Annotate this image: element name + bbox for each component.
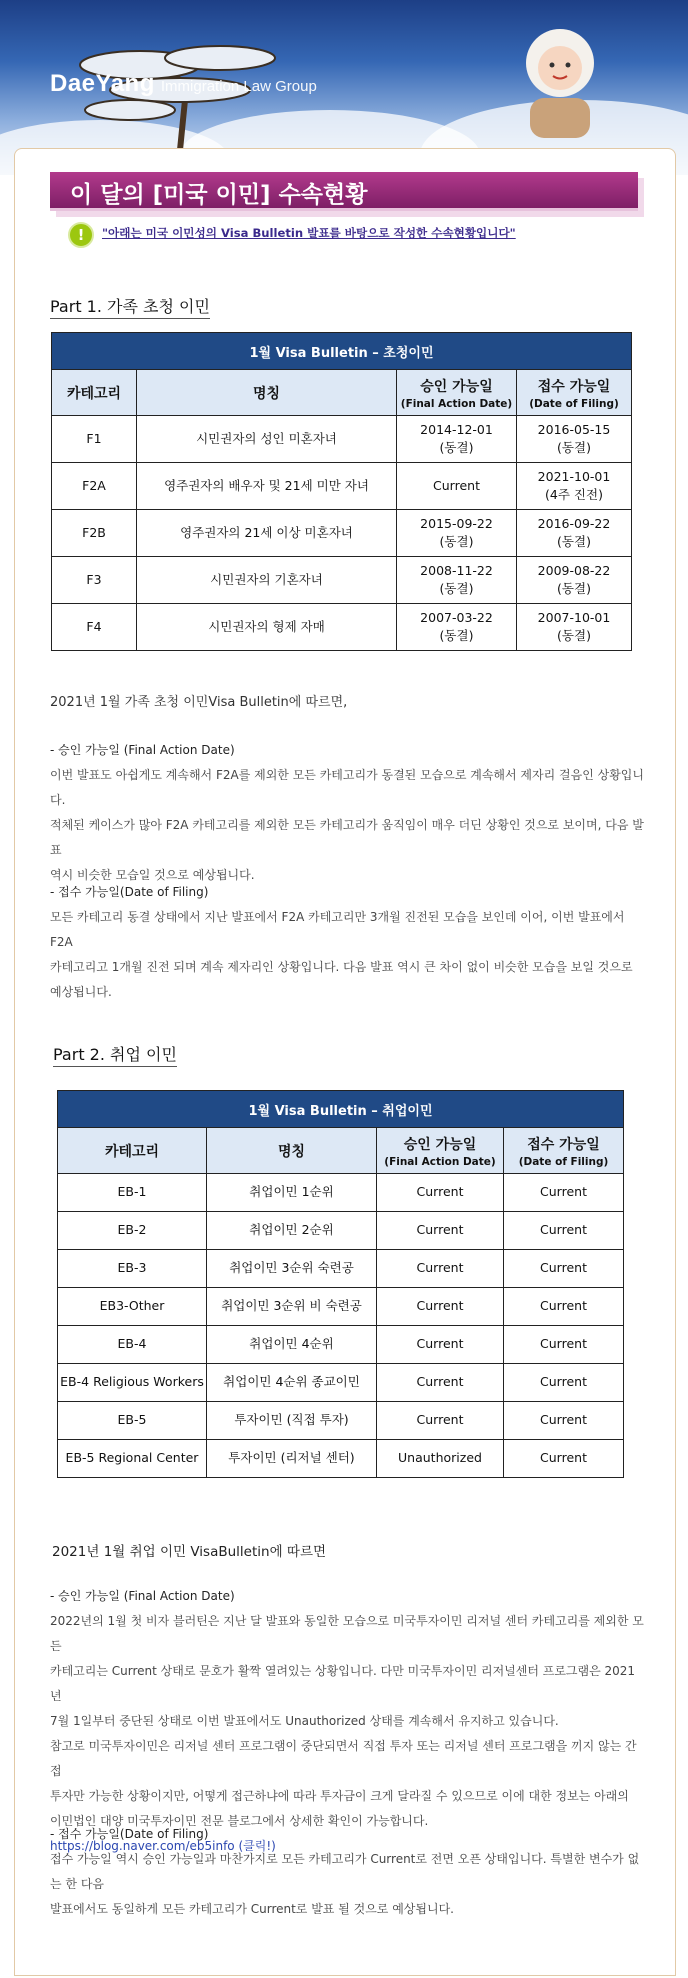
part2-summary: 2021년 1월 취업 이민 VisaBulletin에 따르면 — [52, 1544, 327, 1560]
column-header-name: 명칭 — [207, 1128, 377, 1174]
column-header-filing — [504, 1128, 624, 1174]
filing-note: (4주 진전) — [545, 487, 603, 502]
filing-date: 2016-09-22 — [537, 515, 611, 531]
column-header-final-action — [377, 1128, 504, 1174]
final-note: (동결) — [439, 440, 474, 455]
name-cell: 취업이민 3순위 숙련공 — [207, 1250, 377, 1288]
column-header-final-action — [397, 370, 517, 416]
filing-cell — [517, 463, 632, 510]
final-cell: Current — [377, 1250, 504, 1288]
final-cell — [397, 557, 517, 604]
filing-cell: Current — [504, 1250, 624, 1288]
part2-final-section — [50, 1584, 644, 1859]
name-cell: 영주권자의 배우자 및 21세 미만 자녀 — [137, 463, 397, 510]
filing-cell: Current — [504, 1174, 624, 1212]
paragraph-line: 접수 가능일 역시 승인 가능일과 마찬가지로 모든 카테고리가 Current로 전면 오픈 상태입니다. 특별한 변수가 없는 한 다음 — [50, 1852, 640, 1891]
section-heading: - 승인 가능일 (Final Action Date) — [50, 1589, 235, 1603]
name-cell: 취업이민 4순위 — [207, 1326, 377, 1364]
name-cell: 취업이민 1순위 — [207, 1174, 377, 1212]
column-header-filing — [517, 370, 632, 416]
final-cell: Current — [377, 1288, 504, 1326]
category-cell: F2A — [52, 463, 137, 510]
name-cell: 영주권자의 21세 이상 미혼자녀 — [137, 510, 397, 557]
paragraph-line: 2022년의 1월 첫 비자 블러틴은 지난 달 발표와 동일한 모습으로 미국투자이민 리저널 센터 카테고리를 제외한 모든 — [50, 1614, 644, 1653]
category-cell: F2B — [52, 510, 137, 557]
table-row — [58, 1212, 624, 1250]
table-caption: 1월 Visa Bulletin – 초청이민 — [52, 333, 632, 370]
filing-date: 2016-05-15 — [537, 421, 611, 437]
column-header-final-label: 승인 가능일 — [403, 1136, 477, 1153]
final-cell: Current — [377, 1402, 504, 1440]
filing-cell: Current — [504, 1326, 624, 1364]
name-cell: 투자이민 (리저널 센터) — [207, 1440, 377, 1478]
name-cell: 시민권자의 형제 자매 — [137, 604, 397, 651]
final-cell: Current — [377, 1364, 504, 1402]
table-caption: 1월 Visa Bulletin – 취업이민 — [58, 1091, 624, 1128]
column-header-category: 카테고리 — [58, 1128, 207, 1174]
part1-final-section — [50, 738, 644, 888]
name-cell: 시민권자의 성인 미혼자녀 — [137, 416, 397, 463]
final-date: Current — [433, 477, 480, 493]
category-cell: EB3-Other — [58, 1288, 207, 1326]
section-heading: - 접수 가능일(Date of Filing) — [50, 885, 209, 899]
filing-cell — [517, 510, 632, 557]
table-row — [52, 463, 632, 510]
table-row — [58, 1326, 624, 1364]
table-row — [58, 1174, 624, 1212]
table-row — [58, 1250, 624, 1288]
final-note: (동결) — [439, 534, 474, 549]
filing-cell: Current — [504, 1364, 624, 1402]
name-cell: 취업이민 2순위 — [207, 1212, 377, 1250]
column-header-category: 카테고리 — [52, 370, 137, 416]
category-cell: EB-4 — [58, 1326, 207, 1364]
final-note: (동결) — [439, 628, 474, 643]
employment-visa-table — [57, 1090, 624, 1478]
category-cell: EB-1 — [58, 1174, 207, 1212]
paragraph-line: 7월 1일부터 중단된 상태로 이번 발표에서도 Unauthorized 상태를 계속해서 유지하고 있습니다. — [50, 1714, 559, 1728]
table-row — [52, 416, 632, 463]
category-cell: EB-3 — [58, 1250, 207, 1288]
final-cell: Current — [377, 1326, 504, 1364]
final-date: 2007-03-22 — [420, 609, 493, 625]
page-title-bar — [50, 172, 638, 211]
final-cell — [397, 510, 517, 557]
category-cell: EB-5 — [58, 1402, 207, 1440]
table-row — [58, 1440, 624, 1478]
table-row — [58, 1288, 624, 1326]
exclamation-icon: ! — [68, 222, 94, 248]
brand-name: DaeYang — [50, 70, 155, 97]
final-cell — [397, 463, 517, 510]
filing-cell — [517, 557, 632, 604]
filing-note: (동결) — [557, 440, 591, 455]
name-cell: 시민권자의 기혼자녀 — [137, 557, 397, 604]
paragraph-line: 참고로 미국투자이민은 리저널 센터 프로그램이 중단되면서 직접 투자 또는 리저널 센터 프로그램을 끼지 않는 간접 — [50, 1739, 637, 1778]
filing-note: (동결) — [557, 628, 591, 643]
category-cell: F4 — [52, 604, 137, 651]
filing-cell: Current — [504, 1212, 624, 1250]
filing-note: (동결) — [557, 581, 591, 596]
blog-link[interactable]: https://blog.naver.com/eb5info (클릭!) — [50, 1839, 276, 1853]
paragraph-line: 모든 카테고리 동결 상태에서 지난 발표에서 F2A 카테고리만 3개월 진전된 모습을 보인데 이어, 이번 발표에서 F2A — [50, 910, 625, 949]
filing-cell: Current — [504, 1440, 624, 1478]
brand-tagline: Immigration Law Group — [160, 78, 317, 95]
part1-filing-section — [50, 880, 644, 1005]
part1-summary: 2021년 1월 가족 초청 이민Visa Bulletin에 따르면, — [50, 695, 348, 710]
final-cell — [397, 416, 517, 463]
part1-heading: Part 1. 가족 초청 이민 — [50, 294, 210, 319]
final-date: 2014-12-01 — [420, 421, 493, 437]
category-cell: F1 — [52, 416, 137, 463]
paragraph-line: 적체된 케이스가 많아 F2A 카테고리를 제외한 모든 카테고리가 움직임이 매우 더딘 상황인 것으로 보이며, 다음 발표 — [50, 818, 644, 857]
filing-cell — [517, 604, 632, 651]
table-row — [52, 510, 632, 557]
paragraph-line: 이민법인 대양 미국투자이민 전문 블로그에서 상세한 확인이 가능합니다. — [50, 1814, 429, 1828]
column-header-filing-label: 접수 가능일 — [527, 1136, 600, 1153]
table-row — [52, 557, 632, 604]
table-row — [58, 1402, 624, 1440]
filing-date: 2021-10-01 — [537, 468, 611, 484]
page-title: 이 달의 [미국 이민] 수속현황 — [70, 182, 368, 208]
column-header-name: 명칭 — [137, 370, 397, 416]
category-cell: EB-5 Regional Center — [58, 1440, 207, 1478]
name-cell: 취업이민 4순위 종교이민 — [207, 1364, 377, 1402]
table-row — [52, 604, 632, 651]
column-header-final-label: 승인 가능일 — [420, 378, 493, 395]
paragraph-line: 이번 발표도 아쉽게도 계속해서 F2A를 제외한 모든 카테고리가 동결된 모습으로 계속해서 제자리 걸음인 상황입니다. — [50, 768, 644, 807]
final-cell — [397, 604, 517, 651]
paragraph-line: 카테고리고 1개월 진전 되며 계속 제자리인 상황입니다. 다음 발표 역시 큰 차이 없이 비슷한 모습을 보일 것으로 — [50, 960, 633, 974]
final-cell: Current — [377, 1212, 504, 1250]
section-heading: - 접수 가능일(Date of Filing) — [50, 1827, 209, 1841]
category-cell: F3 — [52, 557, 137, 604]
paragraph-line: 역시 비슷한 모습일 것으로 예상됩니다. — [50, 868, 255, 882]
filing-date: 2009-08-22 — [537, 562, 611, 578]
final-cell: Unauthorized — [377, 1440, 504, 1478]
name-cell: 투자이민 (직접 투자) — [207, 1402, 377, 1440]
column-header-final-sub: (Final Action Date) — [384, 1155, 496, 1168]
filing-cell — [517, 416, 632, 463]
paragraph-line: 예상됩니다. — [50, 985, 112, 999]
part2-heading: Part 2. 취업 이민 — [53, 1042, 177, 1067]
filing-cell: Current — [504, 1288, 624, 1326]
final-cell: Current — [377, 1174, 504, 1212]
family-visa-table — [51, 332, 632, 651]
column-header-filing-sub: (Date of Filing) — [529, 397, 619, 410]
name-cell: 취업이민 3순위 비 숙련공 — [207, 1288, 377, 1326]
filing-note: (동결) — [557, 534, 591, 549]
category-cell: EB-2 — [58, 1212, 207, 1250]
category-cell: EB-4 Religious Workers — [58, 1364, 207, 1402]
brand-logo[interactable] — [50, 70, 317, 98]
paragraph-line: 카테고리는 Current 상태로 문호가 활짝 열려있는 상황입니다. 다만 미국투자이민 리저널센터 프로그램은 2021년 — [50, 1664, 636, 1703]
column-header-filing-label: 접수 가능일 — [537, 378, 611, 395]
final-date: 2015-09-22 — [420, 515, 493, 531]
column-header-filing-sub: (Date of Filing) — [518, 1155, 609, 1168]
filing-date: 2007-10-01 — [537, 609, 611, 625]
filing-cell: Current — [504, 1402, 624, 1440]
paragraph-line: 발표에서도 동일하게 모든 카테고리가 Current로 발표 될 것으로 예상됩니다. — [50, 1902, 454, 1916]
column-header-final-sub: (Final Action Date) — [400, 397, 513, 410]
part2-filing-section — [50, 1822, 644, 1922]
child-in-snow-image — [505, 18, 615, 138]
paragraph-line: 투자만 가능한 상황이지만, 어떻게 접근하냐에 따라 투자금이 크게 달라질 수 있으므로 이에 대한 정보는 아래의 — [50, 1789, 629, 1803]
notice-text: "아래는 미국 이민성의 Visa Bulletin 발표를 바탕으로 작성한 수속현황입니다" — [102, 226, 516, 240]
final-date: 2008-11-22 — [420, 562, 493, 578]
final-note: (동결) — [439, 581, 474, 596]
table-row — [58, 1364, 624, 1402]
section-heading: - 승인 가능일 (Final Action Date) — [50, 743, 235, 757]
